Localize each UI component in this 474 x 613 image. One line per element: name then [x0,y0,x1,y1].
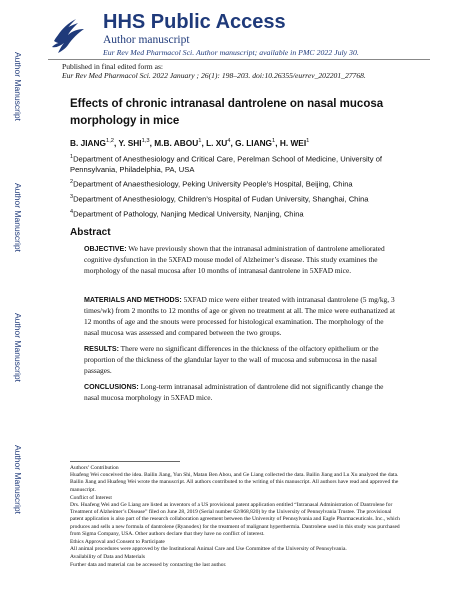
affiliation-marker: 4 [70,209,74,215]
abstract-heading: Abstract [70,227,111,238]
conclusions-text: Long-term intranasal administration of dantrolene did not significantly change the nasal mucosa morphology in 5XFAD mice. [84,382,384,402]
author-affiliation-marker: 4 [227,138,231,145]
journal-citation: Eur Rev Med Pharmacol Sci. Author manuscript; available in PMC 2022 July 30. [103,48,359,57]
author-list: B. JIANG$^{1,2}$, Y. SHI$^{1,3}$, M.B. ABOU$^1$, L. $XU^4$, G. LIANG$^1$, H. WEI$^1$ [70,138,310,148]
author-name: H. WEI [279,138,307,148]
author-manuscript-subtitle: Author manuscript [103,34,190,46]
footnote-heading: Availability of Data and Materials [70,554,146,561]
footnote-heading: Authors’ Contribution [70,465,119,471]
methods-label: MATERIALS AND METHODS: [84,296,182,304]
sidebar-author-manuscript-label: Author Manuscript [13,183,23,252]
author-affiliation-marker: 1 [306,138,310,145]
footnote-body: Huafeng Wei conceived the idea. Bailin Jiang, Yun Shi, Matan Ben Abou, and Ge Liang collected the data. Bailin Jiang and Lu Xu analyzed the data. Bailin Jiang and Huafeng Wei wrote the manuscript. All authors contributed to the writing of this manuscript. All authors have read and approved the manuscript. [70,472,399,493]
author-name: G. LIANG [235,138,273,148]
abstract-objective [84,244,396,277]
objective-label: OBJECTIVE: [84,245,127,253]
author-name: B. JIANG [70,138,106,148]
affiliation [70,152,410,176]
results-label: RESULTS: [84,345,119,353]
affiliation-text: Department of Pathology, Nanjing Medical University, Nanjing, China [73,209,304,219]
author-name: M.B. ABOU [154,138,199,148]
footnote-heading: Ethics Approval and Consent to Participate [70,539,165,546]
footnote-heading: Conflict of Interest [70,494,112,501]
affiliation-text: Department of Anesthesiology and Critical Care, Perelman School of Medicine, University of Pennsylvania, Philadelphia, PA, USA [70,154,383,175]
author-affiliation-marker: 1 [198,138,202,145]
hhs-public-access-title: HHS Public Access [103,11,286,33]
affiliation-text: Department of Anaesthesiology, Peking University People’s Hospital, Beijing, China [73,179,353,189]
sidebar-author-manuscript-label: Author Manuscript [13,445,23,514]
affiliation [70,207,410,220]
affiliation-marker: 1 [70,154,74,160]
affiliation-marker: 3 [70,194,74,200]
paper-title: Effects of chronic intranasal dantrolene on nasal mucosa morphology in mice [70,98,384,127]
methods-text: 5XFAD mice were either treated with intranasal dantrolene (5 mg/kg, 3 times/wk) from 2 months to 12 months of age or given no treatment at all. The mice were euthanatized at 12 months of age and the snouts were processed for histological examination. The morphology of the nasal mucosa was assessed and compared between the two groups. [84,295,396,337]
sidebar-author-manuscript-label: Author Manuscript [13,313,23,382]
results-text: There were no significant differences in the thickness of the olfactory epithelium or the proportion of the thickness of the glandular layer to the wall of mucosa and submucosa in the nasal passages. [84,344,379,375]
footnote-body: Drs. Huafeng Wei and Ge Liang are listed as inventors of a US provisional patent application entitled “Intranasal Administration of Dantrolene for Treatment of Alzheimer’s Disease” filed on June 28, 2019 (Serial number 62/868,820) by the University of Pennsylvania Trustee. The provisional patent application is also part of the research collaboration agreement between the University of Pennsylvania and Eagle Pharmaceuticals. Inc., which produces and sells a new formula of dantrolene (Ryanodex) for the treatment of malignant hyperthermia. Dantrolene used in this study was purchased from Sigma Company, USA. Other authors declare that they have no conflict of interest. [70,502,400,537]
affiliation [70,192,410,205]
abstract-conclusions [84,382,396,404]
publication-reference: Eur Rev Med Pharmacol Sci. 2022 January ; 26(1): 198–203. doi:10.26355/eurrev_202201_27768. [62,71,366,80]
affiliation [70,177,410,190]
hhs-eagle-logo-icon [48,13,92,57]
abstract-results [84,344,396,377]
author-name: Y. SHI [118,138,142,148]
author-affiliation-marker: 1,2 [105,138,115,145]
footnote-divider [70,461,180,462]
sidebar-author-manuscript-label: Author Manuscript [13,52,23,121]
author-name: L. XU [206,138,228,148]
affiliation-marker: 2 [70,179,74,185]
header-divider [48,59,430,60]
conclusions-label: CONCLUSIONS: [84,383,139,391]
affiliation-text: Department of Anesthesiology, Children’s Hospital of Fudan University, Shanghai, China [73,194,369,204]
author-affiliation-marker: 1 [272,138,276,145]
abstract-methods [84,295,396,339]
objective-text: We have previously shown that the intranasal administration of dantrolene ameliorated cognitive dysfunction in the 5XFAD mouse model of Alzheimer’s disease. This study examines the morphology of the nasal mucosa after 10 months of intranasal dantrolene in 5XFAD mice. [84,244,385,275]
published-in-label: Published in final edited form as: [62,62,164,71]
footnote-body: Further data and material can be accessed by contacting the last author. [70,561,227,568]
author-affiliation-marker: 1,3 [141,138,150,145]
footnotes [70,464,405,570]
footnote-body: All animal procedures were approved by the Institutional Animal Care and Use Committee of the University of Pennsylvania. [70,546,347,553]
